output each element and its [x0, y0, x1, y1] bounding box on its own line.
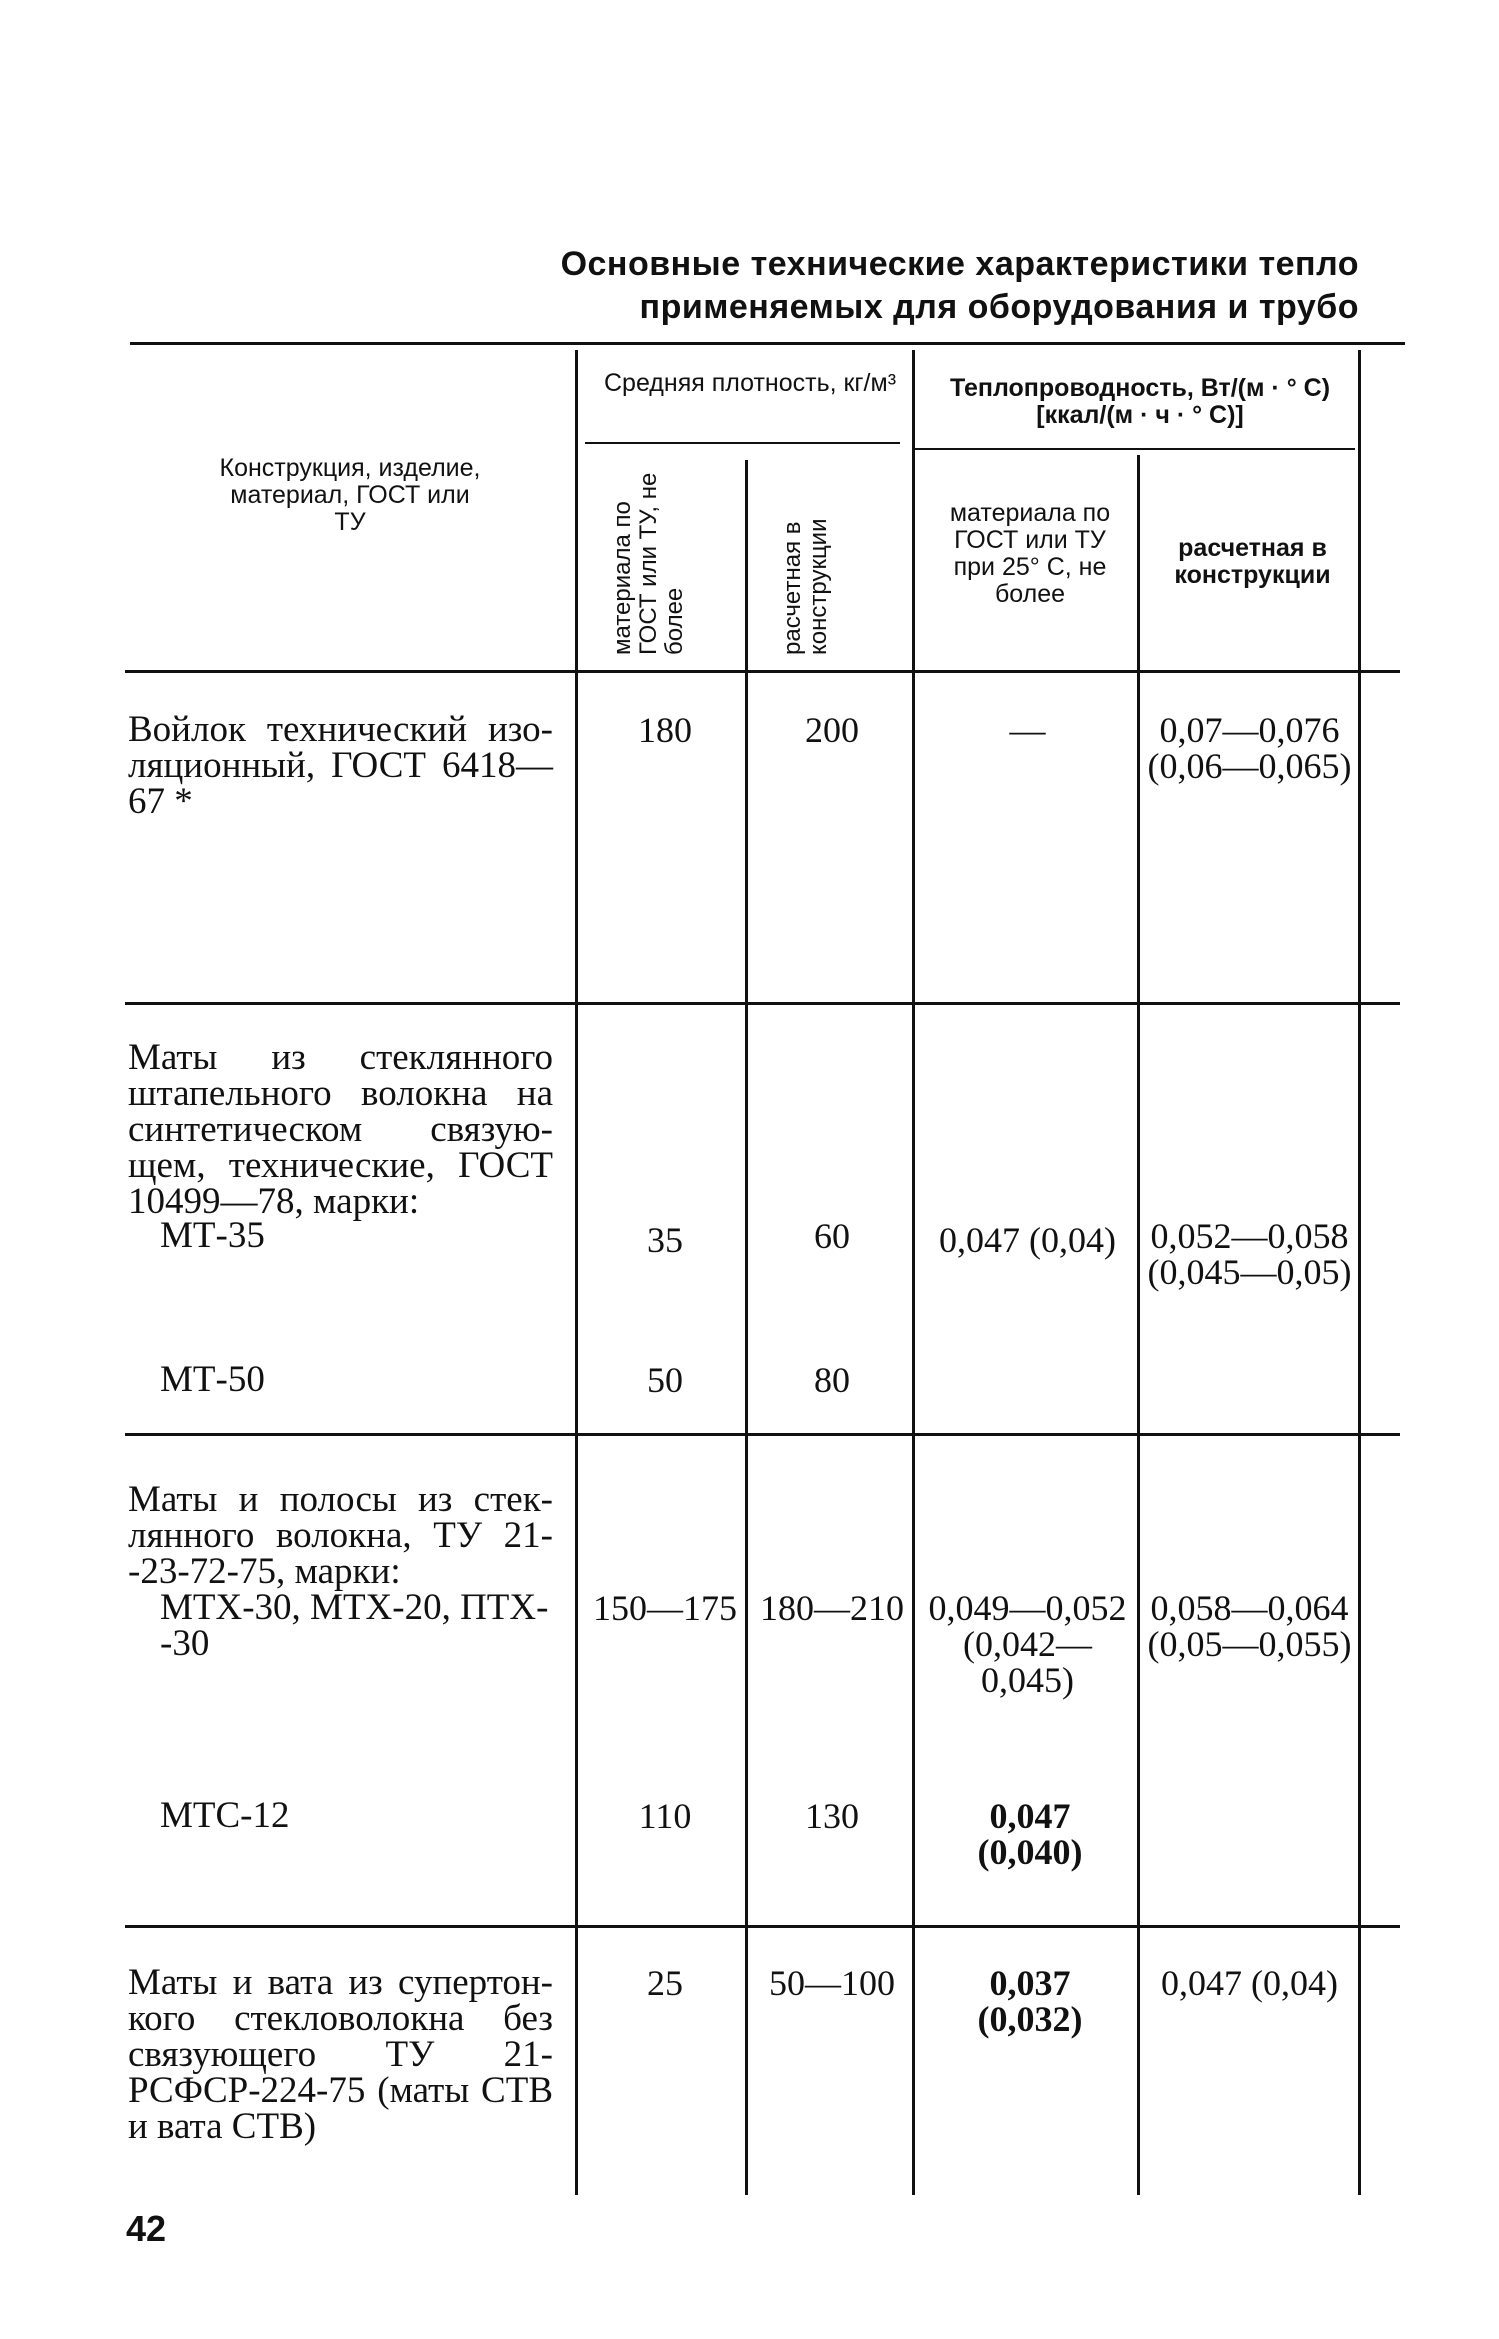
row-divider-3: [125, 1925, 1400, 1928]
row3-name: Маты и полосы из стек-лянного волокна, ТУ 21--23-72-75, марки:: [128, 1479, 553, 1592]
row3-mark2-density-design: 130: [805, 1796, 859, 1836]
header-density-material: материала по ГОСТ или ТУ, не более: [609, 472, 688, 655]
row1-density-design: 200: [805, 710, 859, 750]
table-top-rule: [130, 342, 1405, 345]
header-density-design: расчетная в конструкции: [779, 518, 832, 655]
row3-mark1-density-design: 180—210: [760, 1588, 904, 1628]
header-density: Средняя плотность, кг/м³: [603, 369, 897, 397]
table-title-line2: применяемых для оборудования и трубо: [639, 288, 1359, 326]
row3-mark-2: МТС-12: [160, 1795, 290, 1836]
col-divider-5: [1358, 350, 1361, 2195]
row1-cond-design: 0,07—0,076 (0,06—0,065): [1147, 710, 1352, 786]
row3-mark-1: МТХ-30, МТХ-20, ПТХ--30: [160, 1587, 549, 1664]
row3-mark1-cond-material: 0,049—0,052 (0,042—0,045): [928, 1588, 1127, 1700]
row2-mark1-density-design: 60: [814, 1216, 850, 1256]
row2-mark2-density-material: 50: [647, 1360, 683, 1400]
header-cond-design: расчетная в конструкции: [1174, 534, 1331, 589]
row3-mark2-density-material: 110: [638, 1796, 692, 1836]
row2-mark1-density-material: 35: [647, 1220, 683, 1260]
page-number: 42: [126, 2208, 167, 2249]
density-header-rule: [585, 442, 900, 444]
row-divider-2: [125, 1433, 1400, 1436]
row2-name: Маты из стеклянного штапельного волокна на синтетическом связую-щем, технические, ГОСТ 10499—78, марки:: [128, 1037, 553, 1222]
row3-mark1-cond-design: 0,058—0,064 (0,05—0,055): [1147, 1588, 1352, 1664]
header-bottom-rule: [125, 670, 1400, 673]
header-cond-material: материала по ГОСТ или ТУ при 25° С, не более: [949, 499, 1111, 608]
row2-mark-2: МТ-50: [160, 1359, 265, 1400]
row2-mark1-cond-material: 0,047 (0,04): [939, 1220, 1116, 1260]
row2-mark2-density-design: 80: [814, 1360, 850, 1400]
table-title-line1: Основные технические характеристики тепло: [560, 245, 1359, 283]
row2-mark1-cond-design: 0,052—0,058 (0,045—0,05): [1147, 1216, 1352, 1292]
header-construction: Конструкция, изделие, материал, ГОСТ или ТУ: [219, 454, 481, 536]
col-divider-2: [745, 460, 748, 2195]
row4-density-material: 25: [647, 1963, 683, 2003]
col-divider-1: [575, 350, 578, 2195]
row3-mark2-cond-material: 0,047 (0,040): [977, 1796, 1083, 1872]
row-divider-1: [125, 1002, 1400, 1005]
header-conductivity: Теплопроводность, Вт/(м · ° С) [ккал/(м · ч · ° С)]: [949, 374, 1331, 429]
conductivity-header-rule: [915, 448, 1355, 450]
row1-cond-material: —: [1009, 710, 1046, 750]
col-divider-4: [1137, 455, 1140, 2195]
row1-density-material: 180: [638, 710, 692, 750]
row1-name: Войлок технический изо-ляционный, ГОСТ 6418—67 *: [128, 709, 553, 822]
row4-density-design: 50—100: [769, 1963, 895, 2003]
row4-cond-design: 0,047 (0,04): [1161, 1963, 1338, 2003]
col-divider-3: [912, 350, 915, 2195]
row3-mark1-density-material: 150—175: [593, 1588, 737, 1628]
row4-name: Маты и вата из супертон-кого стекловолокна без связующего ТУ 21-РСФСР-224-75 (маты СТВ и вата СТВ): [128, 1962, 553, 2147]
row4-cond-material: 0,037 (0,032): [977, 1963, 1083, 2039]
row2-mark-1: МТ-35: [160, 1215, 265, 1256]
